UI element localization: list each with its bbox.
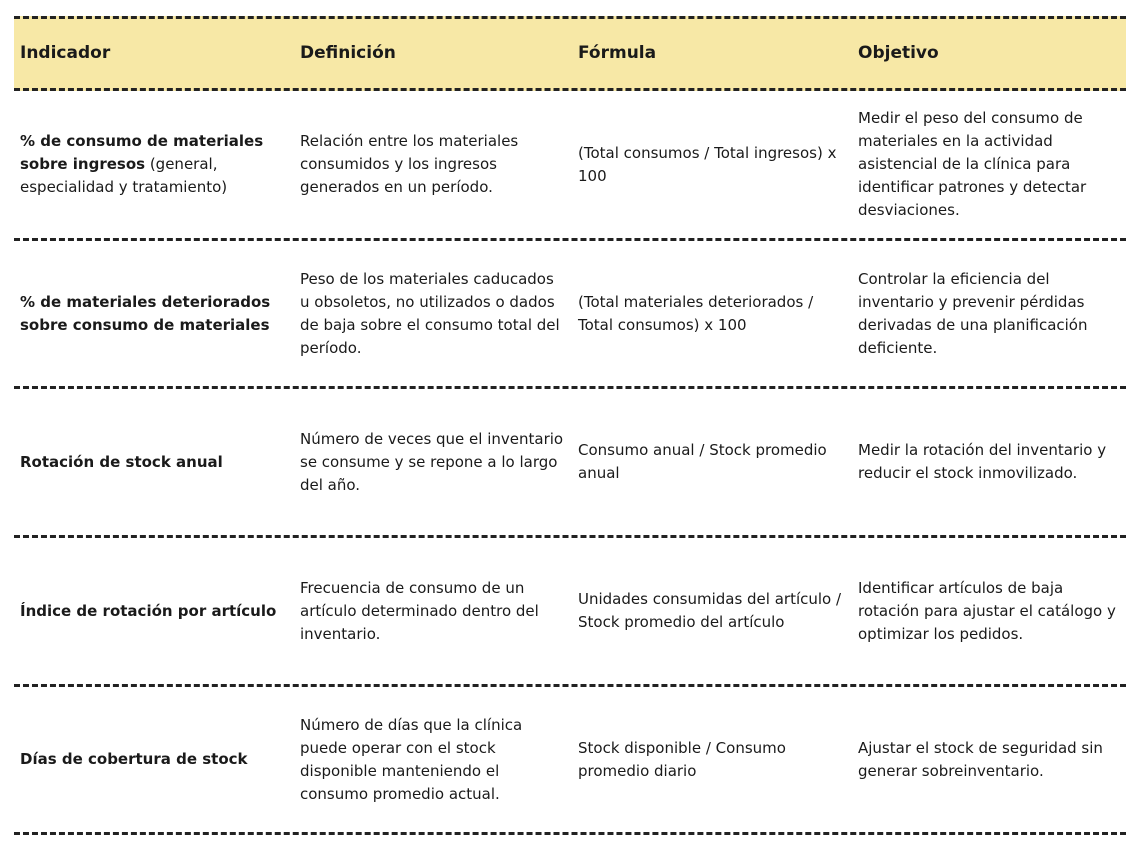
cell-definicion: Peso de los materiales caducados u obsoletos, no utilizados o dados de baja sobre el consumo total del período. — [300, 269, 560, 357]
table-row — [14, 389, 1126, 538]
cell-definicion: Número de días que la clínica puede operar con el stock disponible manteniendo el consumo promedio actual. — [300, 715, 523, 803]
cell-indicador — [14, 291, 294, 337]
cell-indicador — [14, 451, 294, 474]
header-indicador: Indicador — [20, 43, 111, 63]
cell-objetivo: Identificar artículos de baja rotación para ajustar el catálogo y optimizar los pedidos. — [858, 578, 1116, 643]
indicador-name: Días de cobertura de stock — [20, 750, 248, 768]
cell-formula: (Total consumos / Total ingresos) x 100 — [578, 143, 837, 185]
table-row — [14, 91, 1126, 241]
indicador-name: % de consumo de materiales sobre ingresos — [20, 132, 264, 173]
cell-formula: Consumo anual / Stock promedio anual — [578, 441, 827, 482]
header-formula: Fórmula — [578, 43, 657, 63]
cell-definicion: Relación entre los materiales consumidos y los ingresos generados en un período. — [300, 132, 519, 196]
cell-definicion: Frecuencia de consumo de un artículo determinado dentro del inventario. — [300, 578, 539, 643]
table-row — [14, 241, 1126, 389]
cell-objetivo: Controlar la eficiencia del inventario y prevenir pérdidas derivadas de una planificación deficiente. — [858, 269, 1088, 357]
indicador-name: Índice de rotación por artículo — [20, 601, 277, 620]
cell-objetivo: Ajustar el stock de seguridad sin generar sobreinventario. — [858, 738, 1103, 780]
cell-objetivo: Medir el peso del consumo de materiales en la actividad asistencial de la clínica para identificar patrones y detectar desviaciones. — [858, 109, 1087, 219]
indicador-qualifier: (general, especialidad y tratamiento) — [20, 155, 228, 196]
cell-formula: Stock disponible / Consumo promedio diario — [578, 738, 786, 780]
cell-definicion: Número de veces que el inventario se consume y se repone a lo largo del año. — [300, 429, 564, 494]
indicador-name: Rotación de stock anual — [20, 452, 223, 471]
kpi-table — [14, 16, 1126, 835]
cell-formula: (Total materiales deteriorados / Total consumos) x 100 — [578, 292, 814, 334]
table-header — [14, 16, 1126, 91]
indicador-name: % de materiales deteriorados sobre consumo de materiales — [20, 292, 271, 334]
cell-objetivo: Medir la rotación del inventario y reducir el stock inmovilizado. — [858, 441, 1107, 482]
table-row — [14, 687, 1126, 835]
cell-indicador — [14, 600, 294, 623]
table-row — [14, 538, 1126, 687]
cell-indicador — [14, 130, 294, 199]
cell-indicador — [14, 748, 294, 771]
header-objetivo: Objetivo — [858, 43, 939, 63]
header-definicion: Definición — [300, 43, 396, 63]
cell-formula: Unidades consumidas del artículo / Stock promedio del artículo — [578, 590, 842, 631]
